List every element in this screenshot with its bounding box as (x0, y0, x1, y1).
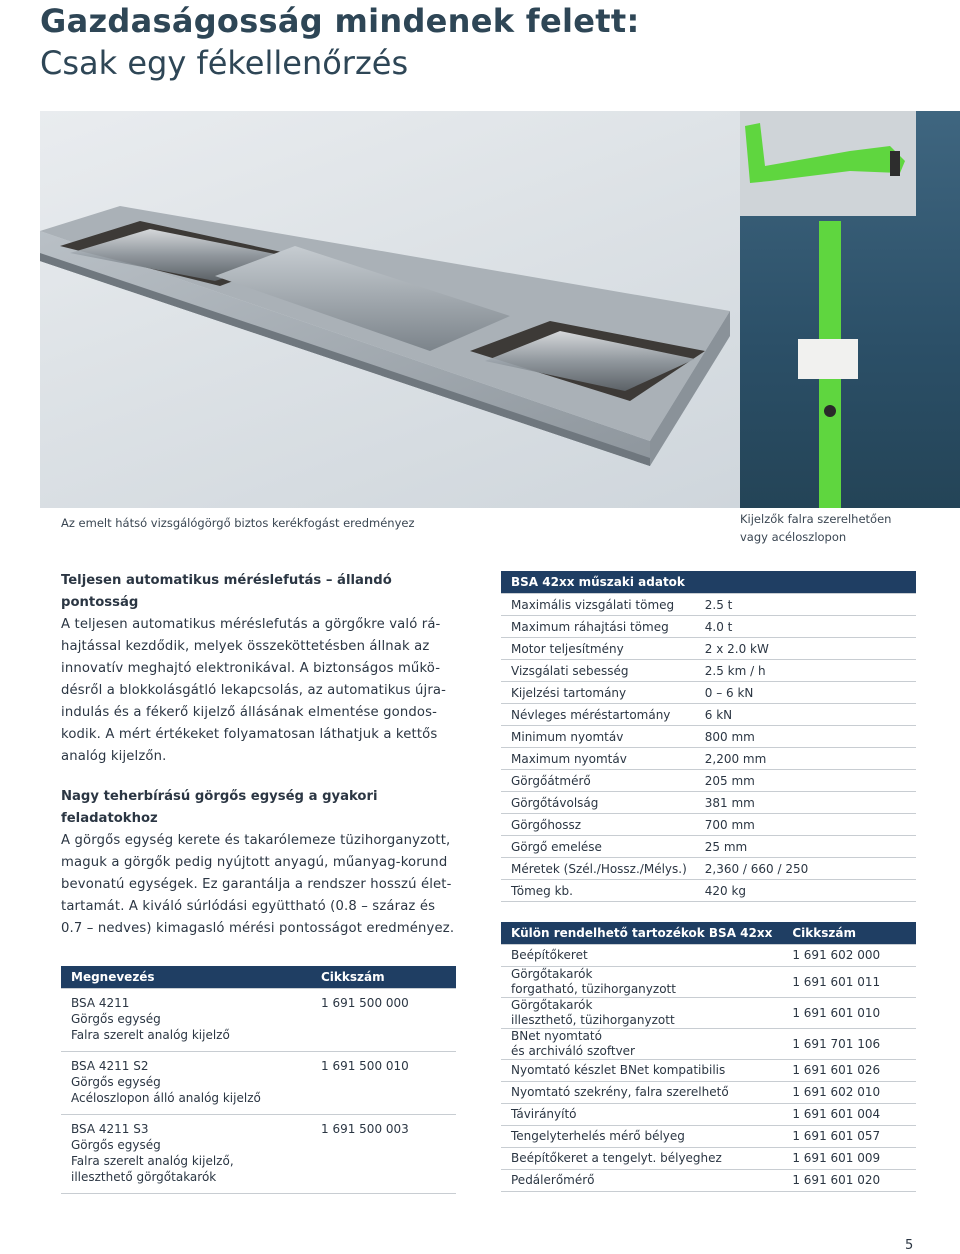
page-title: Gazdaságosság mindenek felett: (40, 2, 640, 40)
table-header-name: Megnevezés (61, 966, 311, 989)
spec-value: 4.0 t (697, 616, 916, 638)
table-row (501, 945, 916, 967)
accessory-name (501, 998, 782, 1029)
part-name-line: Görgős egység (71, 1075, 161, 1089)
parts-table (61, 966, 456, 1194)
spec-label: Görgőtávolság (501, 792, 697, 814)
table-row (501, 682, 916, 704)
photo-caption-right (740, 510, 891, 546)
part-code: 1 691 500 000 (311, 989, 456, 1052)
photo-caption-left: Az emelt hátsó vizsgálógörgő biztos kerékfogást eredményez (61, 516, 415, 530)
spec-value: 420 kg (697, 880, 916, 902)
accessory-name (501, 1029, 782, 1060)
table-row (501, 726, 916, 748)
accessory-name: Tengelyterhelés mérő bélyeg (501, 1126, 782, 1148)
accessory-name-line: illeszthető, tüzihorganyzott (511, 1013, 675, 1027)
accessory-code: 1 691 601 009 (782, 1148, 916, 1170)
accessory-code: 1 691 601 004 (782, 1104, 916, 1126)
accessory-name: Beépítőkeret a tengelyt. bélyeghez (501, 1148, 782, 1170)
part-name-line: Falra szerelt analóg kijelző, (71, 1154, 234, 1168)
text-line: A teljesen automatikus méréslefutás a görgőkre való rá- (61, 617, 441, 632)
table-row (501, 1029, 916, 1060)
accessory-code: 1 691 602 000 (782, 945, 916, 967)
spec-value: 2 x 2.0 kW (697, 638, 916, 660)
table-header-row (501, 571, 916, 594)
table-row (61, 1115, 456, 1194)
table-row (501, 1148, 916, 1170)
text-line: désről a blokkolásgátló lekapcsolás, az automatikus újra- (61, 683, 447, 698)
table-row (501, 704, 916, 726)
table-row (501, 638, 916, 660)
spec-label: Tömeg kb. (501, 880, 697, 902)
accessory-name-line: és archiváló szoftver (511, 1044, 635, 1058)
text-line: indulás és a fékerő kijelző állásának elmentése gondos- (61, 705, 438, 720)
table-row (501, 814, 916, 836)
accessory-code: 1 691 601 057 (782, 1126, 916, 1148)
accessory-name-line: BNet nyomtató (511, 1029, 602, 1043)
accessory-name: Távirányító (501, 1104, 782, 1126)
spec-label: Vizsgálati sebesség (501, 660, 697, 682)
display-mount-photo (740, 111, 960, 508)
table-row (501, 1104, 916, 1126)
table-row (501, 836, 916, 858)
table-row (501, 748, 916, 770)
table-header-name: Külön rendelhető tartozékok BSA 42xx (501, 922, 782, 945)
accessory-name (501, 967, 782, 998)
roller-bench-photo (40, 111, 740, 508)
part-name-line: BSA 4211 S3 (71, 1122, 149, 1136)
table-row (501, 616, 916, 638)
section-heading: Nagy teherbírású görgős egység a gyakori feladatokhoz (61, 789, 378, 826)
table-row (501, 594, 916, 616)
spec-label: Méretek (Szél./Hossz./Mélys.) (501, 858, 697, 880)
table-row (501, 967, 916, 998)
spec-label: Maximum ráhajtási tömeg (501, 616, 697, 638)
accessory-code: 1 691 601 011 (782, 967, 916, 998)
spec-label: Görgőhossz (501, 814, 697, 836)
accessory-name: Pedálerőmérő (501, 1170, 782, 1192)
part-name (61, 1052, 311, 1115)
accessory-name-line: Görgőtakarók (511, 998, 593, 1012)
table-row (501, 858, 916, 880)
spec-value: 2,360 / 660 / 250 (697, 858, 916, 880)
spec-value: 25 mm (697, 836, 916, 858)
part-name (61, 1115, 311, 1194)
spec-label: Maximális vizsgálati tömeg (501, 594, 697, 616)
table-row (61, 1052, 456, 1115)
accessory-code: 1 691 701 106 (782, 1029, 916, 1060)
part-code: 1 691 500 010 (311, 1052, 456, 1115)
page-subtitle: Csak egy fékellenőrzés (40, 44, 409, 82)
part-name-line: Falra szerelt analóg kijelző (71, 1028, 230, 1042)
spec-value: 2.5 t (697, 594, 916, 616)
table-header-row (501, 922, 916, 945)
part-code: 1 691 500 003 (311, 1115, 456, 1194)
spec-label: Maximum nyomtáv (501, 748, 697, 770)
table-row (501, 770, 916, 792)
spec-value: 2,200 mm (697, 748, 916, 770)
spec-label: Minimum nyomtáv (501, 726, 697, 748)
table-row (501, 1170, 916, 1192)
part-name-line: BSA 4211 (71, 996, 130, 1010)
accessory-name-line: forgatható, tüzihorganyzott (511, 982, 676, 996)
body-text (61, 570, 461, 958)
text-line: analóg kijelzőn. (61, 749, 167, 764)
page-number: 5 (905, 1238, 914, 1253)
text-line: kodik. A mért értékeket folyamatosan láthatjuk a kettős (61, 727, 438, 742)
green-display-illustration (740, 111, 960, 508)
text-line: hajtással kezdődik, melyek összeköttetésben állnak az (61, 639, 430, 654)
table-row (501, 1082, 916, 1104)
text-line: A görgős egység kerete és takarólemeze tüzihorganyzott, (61, 833, 451, 848)
caption-right-line: vagy acéloszlopon (740, 530, 847, 544)
spec-label: Görgőátmérő (501, 770, 697, 792)
roller-bench-illustration (40, 111, 740, 508)
spec-table (501, 571, 916, 902)
section-paragraph (61, 830, 461, 940)
accessory-name-line: Görgőtakarók (511, 967, 593, 981)
table-row (501, 1060, 916, 1082)
part-name (61, 989, 311, 1052)
spec-value: 0 – 6 kN (697, 682, 916, 704)
spec-value: 2.5 km / h (697, 660, 916, 682)
spec-label: Névleges méréstartomány (501, 704, 697, 726)
spec-label: Görgő emelése (501, 836, 697, 858)
spec-label: Motor teljesítmény (501, 638, 697, 660)
table-header-code: Cikkszám (311, 966, 456, 989)
section-heading: Teljesen automatikus méréslefutás – állandó pontosság (61, 573, 392, 610)
accessory-code: 1 691 602 010 (782, 1082, 916, 1104)
table-row (61, 989, 456, 1052)
text-line: innovatív meghajtó elektronikával. A biztonságos műkö- (61, 661, 441, 676)
part-name-line: BSA 4211 S2 (71, 1059, 149, 1073)
text-line: 0.7 – nedves) kimagasló mérési pontosságot eredményez. (61, 921, 455, 936)
text-line: maguk a görgők pedig nyújtott anyagú, műanyag-korund (61, 855, 448, 870)
accessory-code: 1 691 601 026 (782, 1060, 916, 1082)
spec-value: 205 mm (697, 770, 916, 792)
section-paragraph (61, 614, 461, 768)
table-header-row (61, 966, 456, 989)
accessory-name: Nyomtató készlet BNet kompatibilis (501, 1060, 782, 1082)
table-row (501, 660, 916, 682)
accessory-code: 1 691 601 020 (782, 1170, 916, 1192)
accessory-name: Nyomtató szekrény, falra szerelhető (501, 1082, 782, 1104)
table-row (501, 792, 916, 814)
text-line: tartamát. A kiváló súrlódási együttható (0.8 – száraz és (61, 899, 436, 914)
table-row (501, 1126, 916, 1148)
spec-label: Kijelzési tartomány (501, 682, 697, 704)
part-name-line: Görgős egység (71, 1012, 161, 1026)
caption-right-line: Kijelzők falra szerelhetően (740, 512, 892, 526)
table-row (501, 880, 916, 902)
part-name-line: illeszthető görgőtakarók (71, 1170, 217, 1184)
spec-value: 800 mm (697, 726, 916, 748)
accessory-code: 1 691 601 010 (782, 998, 916, 1029)
spec-value: 700 mm (697, 814, 916, 836)
accessory-name: Beépítőkeret (501, 945, 782, 967)
table-header: BSA 42xx műszaki adatok (501, 571, 916, 594)
part-name-line: Acéloszlopon álló analóg kijelző (71, 1091, 261, 1105)
part-name-line: Görgős egység (71, 1138, 161, 1152)
accessories-table (501, 922, 916, 1192)
table-row (501, 998, 916, 1029)
spec-value: 6 kN (697, 704, 916, 726)
text-line: bevonatú egységek. Ez garantálja a rendszer hosszú élet- (61, 877, 452, 892)
table-header-code: Cikkszám (782, 922, 916, 945)
spec-value: 381 mm (697, 792, 916, 814)
